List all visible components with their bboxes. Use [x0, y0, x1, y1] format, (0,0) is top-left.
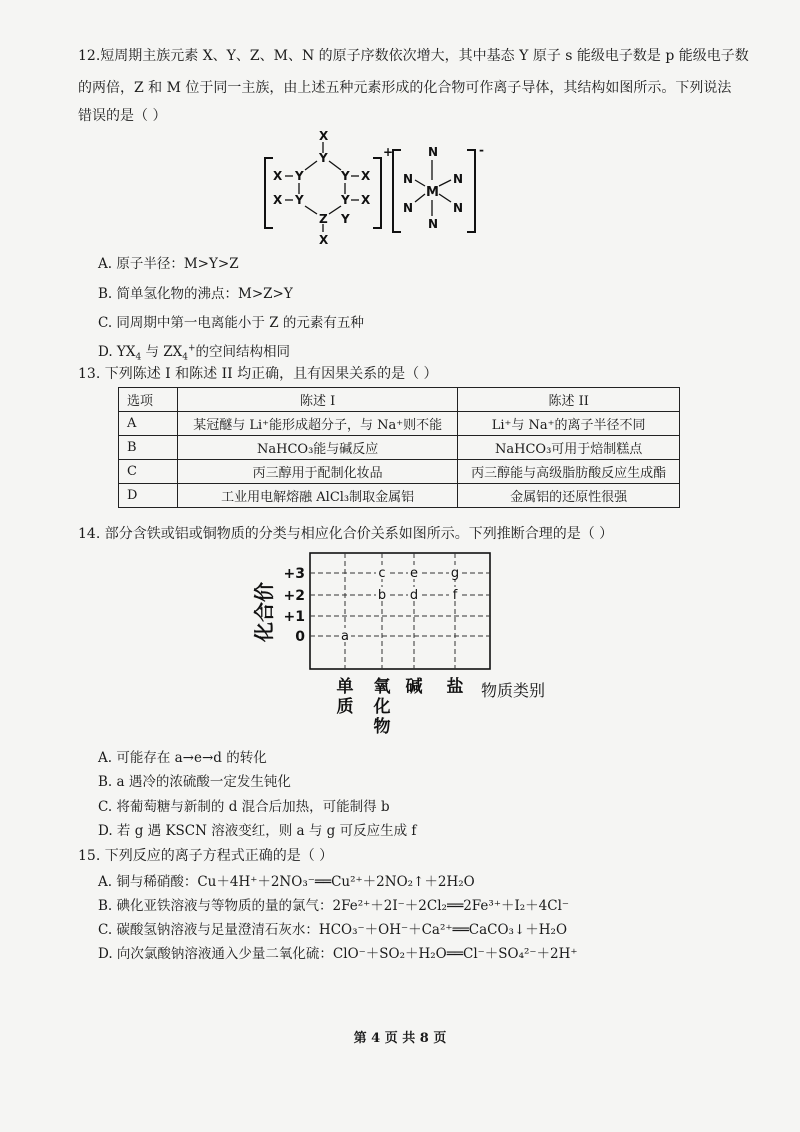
atom-x-bottom: X — [319, 233, 329, 246]
anion-left-bracket — [393, 150, 401, 232]
chart-x-categories — [337, 676, 464, 737]
table-cell: 丙三醇用于配制化妆品 — [178, 460, 458, 484]
anion-ligand-left-lower: N — [403, 201, 414, 215]
q12-option-c[interactable]: C. 同周期中第一电离能小于 Z 的元素有五种 — [98, 315, 364, 331]
cation-right-bracket — [373, 158, 381, 228]
table-row — [119, 412, 680, 436]
q15-stem: 15. 下列反应的离子方程式正确的是（ ） — [78, 848, 334, 864]
point-label-d: d — [409, 588, 419, 603]
point-label-f: f — [452, 588, 458, 603]
anion-ligand-top: N — [428, 145, 439, 159]
anion-ligand-right-upper: N — [453, 172, 464, 186]
table-header-statement-1: 陈述 I — [178, 388, 458, 412]
table-row — [119, 436, 680, 460]
x-category-label: 化 — [373, 697, 391, 717]
table-cell: Li⁺与 Na⁺的离子半径不同 — [458, 412, 680, 436]
anion-ligand-bottom: N — [428, 217, 439, 231]
x-category-label: 碱 — [405, 677, 423, 697]
x-category-label: 单 — [336, 677, 354, 697]
q13-stem: 13. 下列陈述 I 和陈述 II 均正确，且有因果关系的是（ ） — [78, 366, 438, 382]
q12-option-d-sub1: 4 — [135, 352, 142, 363]
point-label-g: g — [450, 566, 460, 581]
x-category-label: 氧 — [373, 677, 391, 697]
q12-option-d[interactable] — [98, 342, 290, 362]
point-label-b: b — [377, 588, 387, 603]
anion-ligand-left-upper: N — [403, 172, 414, 186]
table-cell: 某冠醚与 Li⁺能形成超分子，与 Na⁺则不能 — [178, 412, 458, 436]
page-footer: 第 4 页 共 8 页 — [353, 1031, 447, 1046]
atom-x-right-lower: X — [361, 193, 371, 207]
q14-valence-chart — [245, 550, 575, 750]
table-header-statement-2: 陈述 II — [458, 388, 680, 412]
atom-y-left-upper: Y — [295, 169, 304, 183]
q12-ion-structure-figure — [255, 128, 505, 246]
x-category-label: 质 — [336, 697, 354, 717]
q15-option-c[interactable]: C. 碳酸氢钠溶液与足量澄清石灰水：HCO₃⁻＋OH⁻＋Ca²⁺══CaCO₃↓＋H₂O — [98, 922, 568, 938]
q14-option-a[interactable]: A. 可能存在 a→e→d 的转化 — [98, 750, 267, 766]
table-cell: 工业用电解熔融 AlCl₃制取金属铝 — [178, 484, 458, 508]
atom-x-top: X — [319, 129, 329, 143]
anion-ligand-right-lower: N — [453, 201, 464, 215]
chart-y-ticks — [284, 566, 306, 645]
anion-center-atom: M — [426, 185, 439, 200]
chart-frame — [310, 553, 490, 669]
y-tick-label: +2 — [283, 588, 305, 604]
table-cell: C — [119, 460, 178, 484]
atom-y-right-upper: Y — [341, 169, 350, 183]
table-header-option: 选项 — [119, 388, 178, 412]
q15-option-b[interactable]: B. 碘化亚铁溶液与等物质的量的氯气：2Fe²⁺＋2I⁻＋2Cl₂══2Fe³⁺＋I₂＋4Cl⁻ — [98, 898, 570, 914]
q15-option-a[interactable]: A. 铜与稀硝酸：Cu＋4H⁺＋2NO₃⁻══Cu²⁺＋2NO₂↑＋2H₂O — [98, 874, 475, 890]
anion-right-bracket — [467, 150, 475, 232]
point-label-e: e — [410, 566, 418, 581]
q12-stem-line1: 12.短周期主族元素 X、Y、Z、M、N 的原子序数依次增大，其中基态 Y 原子 s 能级电子数是 p 能级电子数 — [78, 48, 749, 64]
atom-y-left-lower: Y — [295, 193, 304, 207]
q12-option-d-mid: 与 ZX — [141, 344, 183, 360]
chart-grid — [310, 553, 490, 669]
cation-left-bracket — [265, 158, 273, 228]
atom-x-left-lower: X — [273, 193, 283, 207]
atom-x-right-upper: X — [361, 169, 371, 183]
atom-x-left-upper: X — [273, 169, 283, 183]
chart-points — [339, 565, 461, 644]
atom-y-extra: Y — [341, 212, 350, 226]
atom-z: Z — [319, 212, 328, 226]
q13-table — [118, 387, 680, 508]
chart-x-axis-label: 物质类别 — [481, 681, 546, 700]
table-cell: A — [119, 412, 178, 436]
q12-option-b[interactable]: B. 简单氢化物的沸点：M>Z>Y — [98, 286, 293, 302]
atom-y-right-lower: Y — [341, 193, 350, 207]
table-cell: NaHCO₃可用于焙制糕点 — [458, 436, 680, 460]
y-tick-label: +1 — [283, 609, 305, 625]
chart-y-axis-label: 化合价 — [252, 582, 276, 642]
q14-option-d[interactable]: D. 若 g 遇 KSCN 溶液变红，则 a 与 g 可反应生成 f — [98, 823, 417, 839]
q12-option-d-sup: + — [188, 343, 196, 354]
cation-charge: + — [383, 145, 394, 159]
q12-option-d-pre: D. YX — [98, 344, 136, 360]
q15-option-d[interactable]: D. 向次氯酸钠溶液通入少量二氧化硫：ClO⁻＋SO₂＋H₂O══Cl⁻＋SO₄²⁻＋2H⁺ — [98, 946, 578, 962]
table-cell: NaHCO₃能与碱反应 — [178, 436, 458, 460]
table-row — [119, 484, 680, 508]
q12-stem-line3: 错误的是（ ） — [78, 108, 167, 124]
q14-option-c[interactable]: C. 将葡萄糖与新制的 d 混合后加热，可能制得 b — [98, 799, 390, 815]
point-label-c: c — [378, 566, 386, 581]
table-row — [119, 460, 680, 484]
atom-y-top: Y — [319, 151, 328, 165]
y-tick-label: 0 — [295, 629, 305, 645]
x-category-label: 物 — [373, 717, 391, 737]
q14-option-b[interactable]: B. a 遇冷的浓硫酸一定发生钝化 — [98, 774, 291, 790]
point-label-a: a — [341, 629, 349, 644]
q12-stem-line2: 的两倍，Z 和 M 位于同一主族，由上述五种元素形成的化合物可作离子导体，其结构如图所示。下列说法 — [78, 80, 732, 96]
table-cell: 金属铝的还原性很强 — [458, 484, 680, 508]
table-header-row — [119, 388, 680, 412]
y-tick-label: +3 — [283, 566, 305, 582]
table-cell: D — [119, 484, 178, 508]
q12-option-d-post: 的空间结构相同 — [195, 344, 291, 360]
table-cell: 丙三醇能与高级脂肪酸反应生成酯 — [458, 460, 680, 484]
q14-stem: 14. 部分含铁或铝或铜物质的分类与相应化合价关系如图所示。下列推断合理的是（ ） — [78, 526, 614, 542]
q12-option-d-sub2: 4 — [182, 352, 188, 363]
anion-charge: - — [479, 143, 484, 157]
table-cell: B — [119, 436, 178, 460]
x-category-label: 盐 — [446, 677, 464, 697]
q12-option-a[interactable]: A. 原子半径：M>Y>Z — [98, 256, 239, 272]
